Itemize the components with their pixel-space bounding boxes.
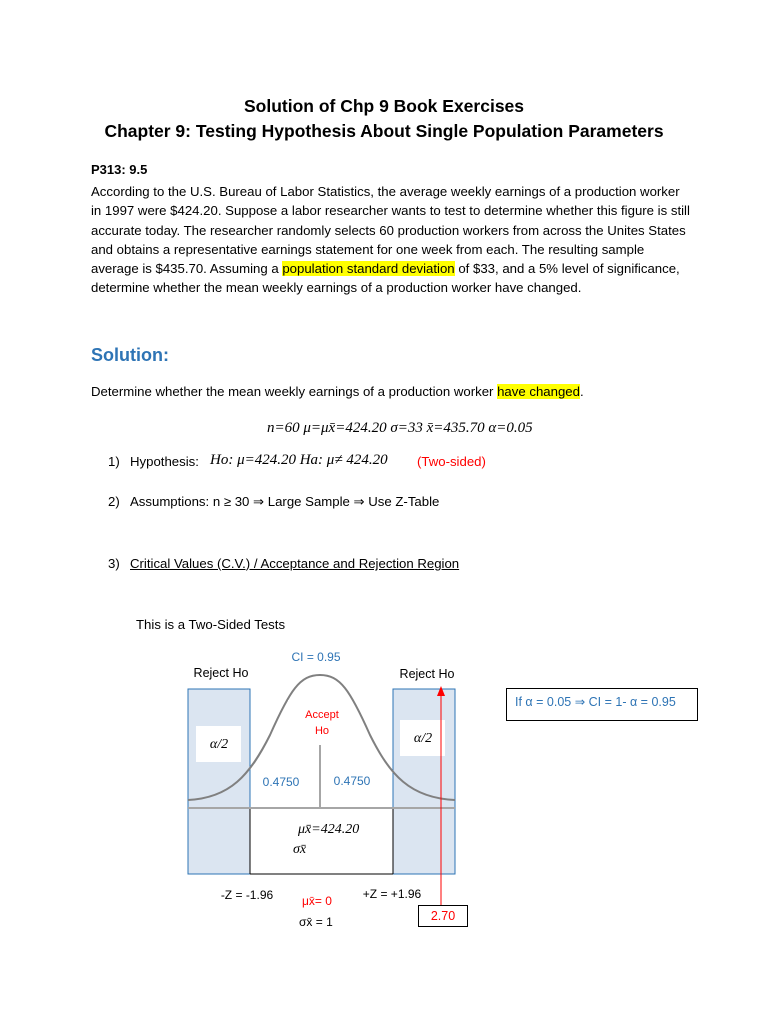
left-rejection-region	[188, 689, 250, 874]
accept-label-line1: Accept	[305, 709, 339, 721]
two-sided-note: (Two-sided)	[417, 454, 486, 469]
reject-left-label: Reject Ho	[193, 666, 249, 680]
accept-label-line2: Ho	[314, 725, 330, 737]
area-right-label: 0.4750	[333, 774, 371, 788]
mean-value-label: μx̄=424.20	[298, 822, 360, 837]
sigma-label: σx̄	[293, 842, 307, 857]
determine-highlight: have changed	[497, 384, 580, 399]
alpha-ci-note: If α = 0.05 ⇒ CI = 1- α = 0.95	[506, 688, 698, 721]
step-3-number: 3)	[108, 556, 120, 571]
problem-label: P313: 9.5	[91, 162, 148, 177]
ci-label: CI = 0.95	[291, 650, 341, 664]
reject-right-label: Reject Ho	[399, 667, 455, 681]
z-right-label: +Z = +1.96	[362, 887, 422, 901]
determine-text-post: .	[579, 384, 584, 399]
givens-equation: n=60 μ=μx̄=424.20 σ=33 x̄=435.70 α=0.05	[267, 420, 533, 436]
mu-z-label: μx̄= 0	[302, 894, 332, 908]
step-2-number: 2)	[108, 494, 120, 509]
z-left-label: -Z = -1.96	[220, 888, 274, 902]
document-title: Solution of Chp 9 Book Exercises	[243, 96, 525, 116]
problem-text-post: of $33, and a 5% level of significance, determine whether the mean weekly earnings of a production worker have changed.	[91, 261, 680, 296]
hypothesis-equation: Ho: μ=424.20 Ha: μ≠ 424.20	[210, 452, 388, 468]
test-statistic-box: 2.70	[418, 905, 468, 927]
accept-label-box	[288, 700, 350, 744]
chapter-title: Chapter 9: Testing Hypothesis About Single Population Parameters	[104, 121, 664, 141]
sigma-z-label: σx̄ = 1	[299, 915, 333, 929]
area-left-label: 0.4750	[262, 775, 300, 789]
alpha-half-left: α/2	[209, 737, 229, 752]
diagram-subtitle: This is a Two-Sided Tests	[136, 617, 286, 632]
determine-text-pre: Determine whether the mean weekly earnings of a production worker	[91, 384, 498, 399]
alpha-half-right: α/2	[413, 731, 433, 746]
solution-heading: Solution:	[91, 345, 169, 365]
step-1-label: Hypothesis:	[130, 454, 199, 469]
step-1-number: 1)	[108, 454, 120, 469]
highlighted-phrase: population standard deviation	[282, 261, 455, 277]
problem-text-pre: According to the U.S. Bureau of Labor Statistics, the average weekly earnings of a production worker in 1997 were $424.20. Suppose a labor researcher wants to test to determine whether this figure is still accurate today. The researcher randomly selects 60 production workers from across the Unites States and obtains a representative earnings statement for one week from each. The resulting sample average is $435.70. Assuming a	[91, 184, 690, 277]
assumptions-text: Assumptions: n ≥ 30 ⇒ Large Sample ⇒ Use Z-Table	[130, 494, 440, 509]
critical-values-heading: Critical Values (C.V.) / Acceptance and Rejection Region	[130, 556, 460, 571]
